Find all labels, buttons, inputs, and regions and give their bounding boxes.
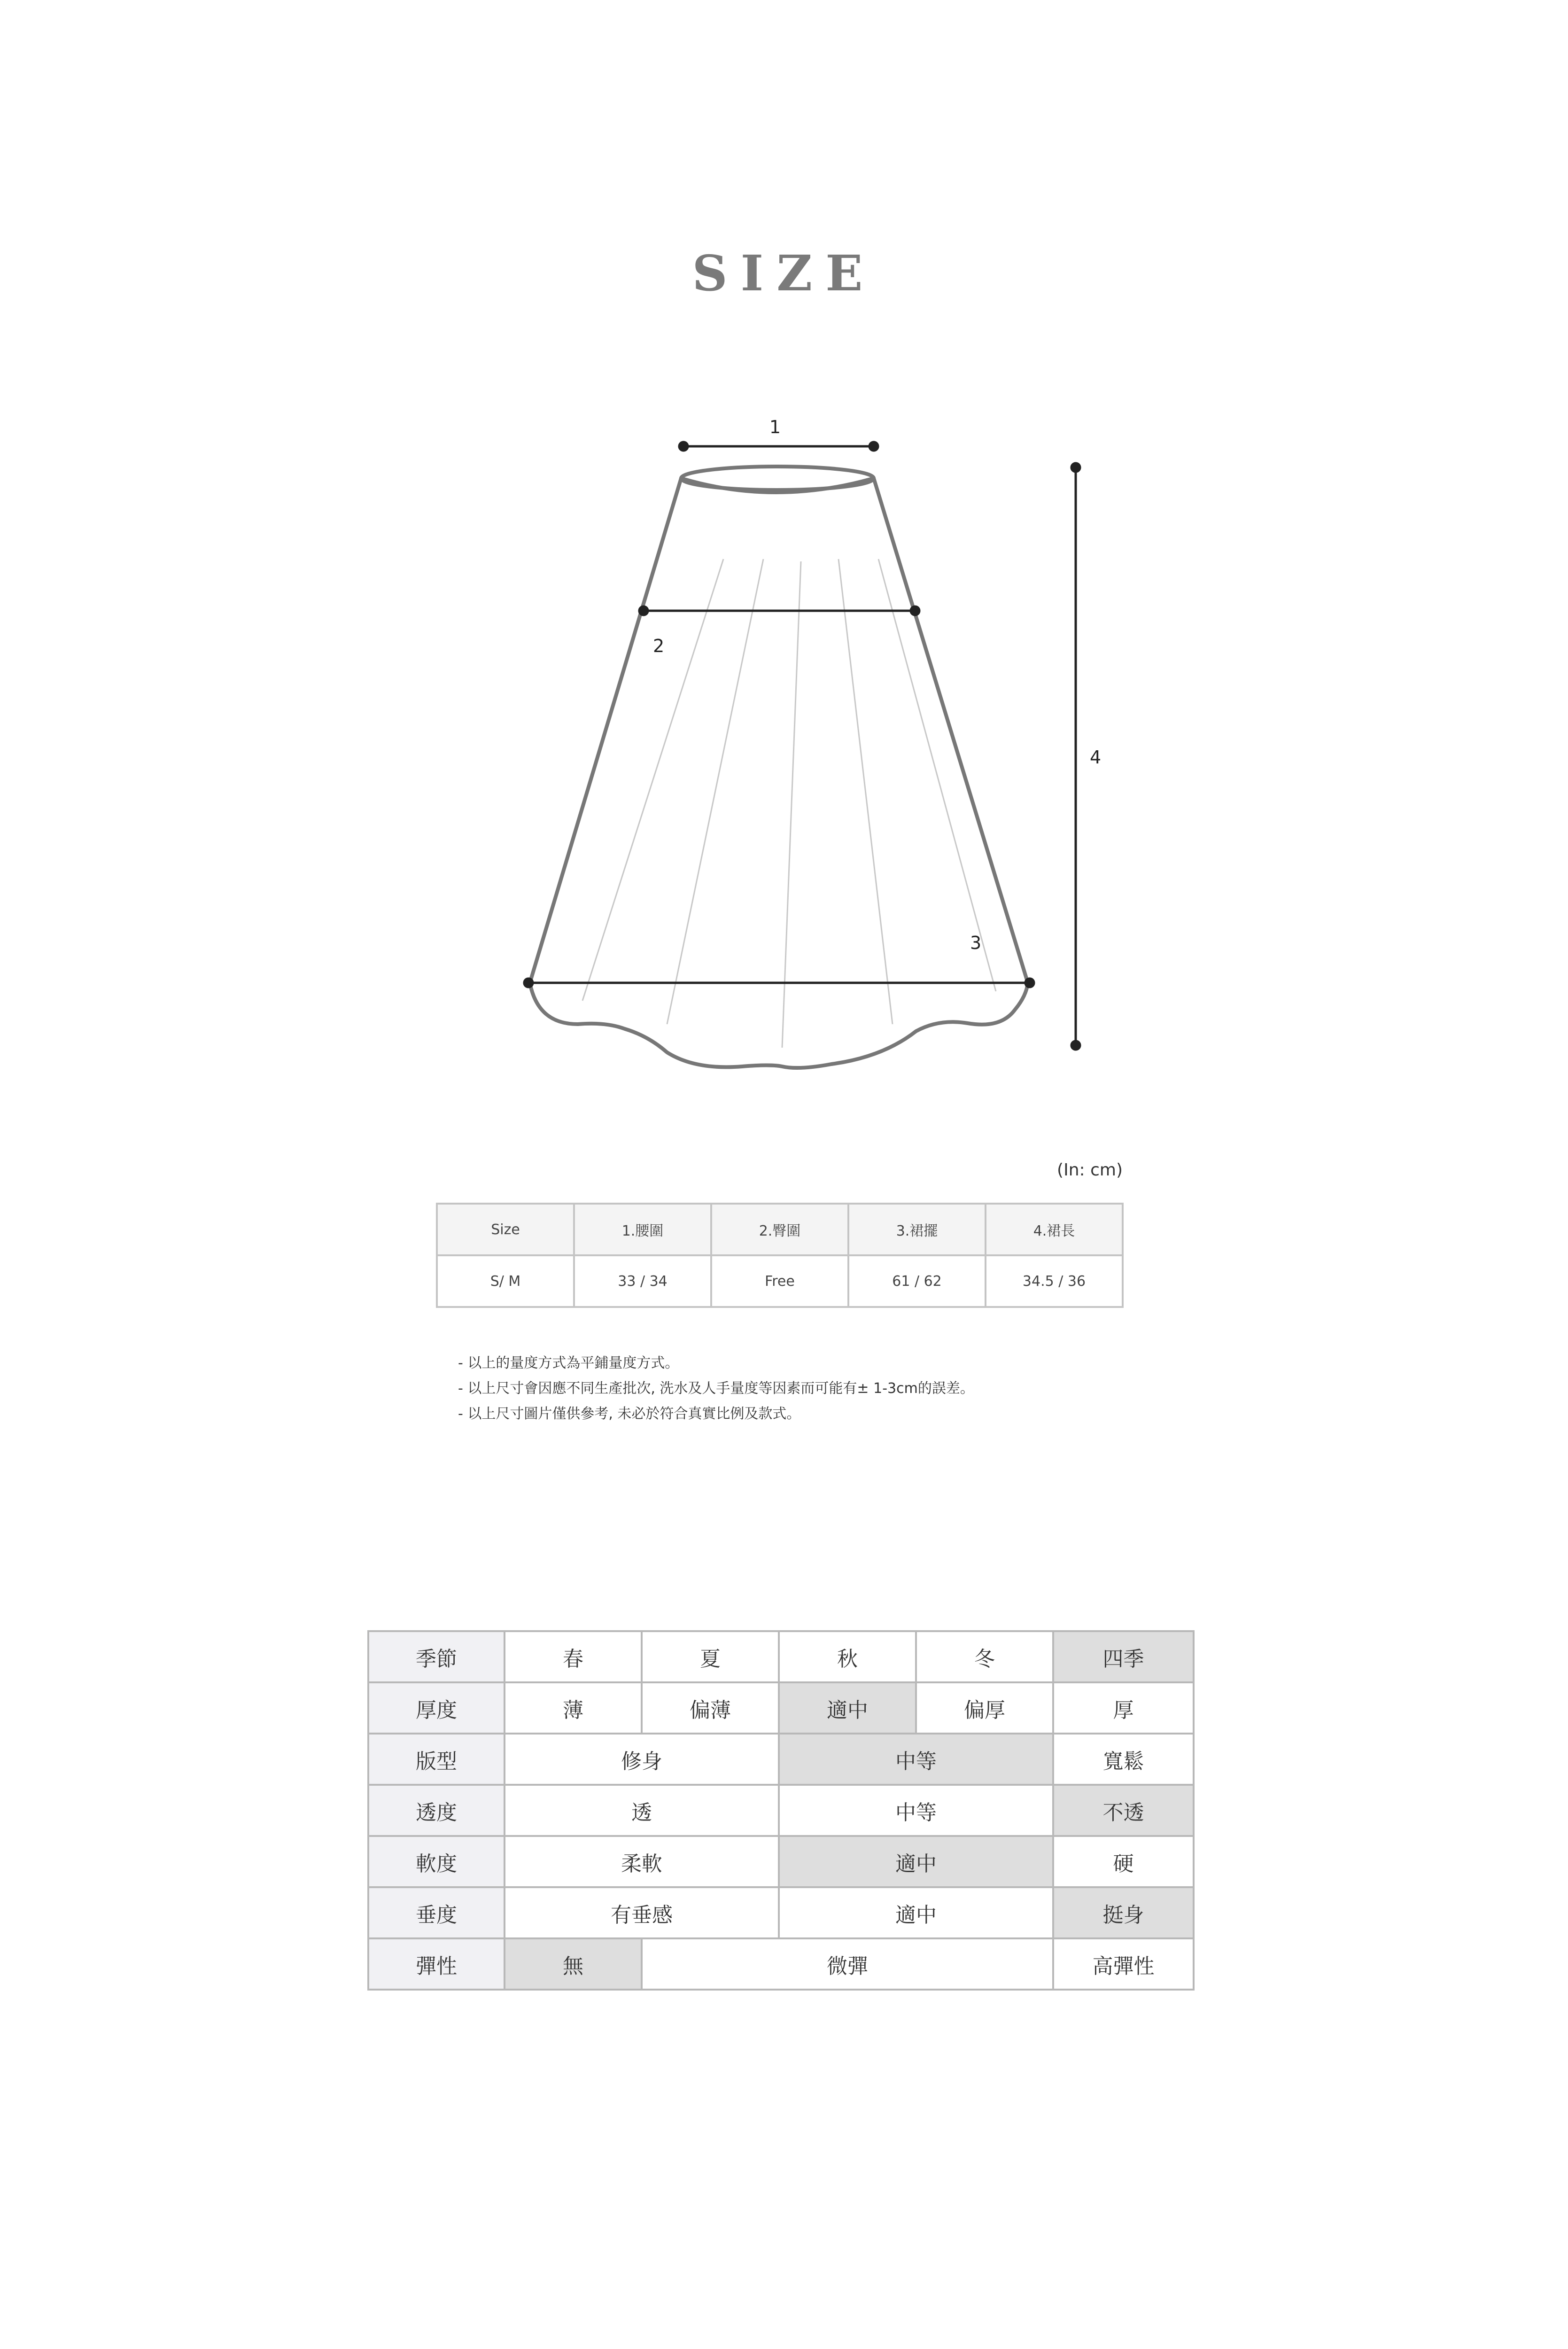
attr-option: 有垂感 [505, 1887, 779, 1938]
attr-option-selected: 適中 [779, 1836, 1053, 1887]
attr-row-sheerness [368, 1785, 1194, 1836]
measure-hip [639, 607, 919, 615]
attr-option: 偏薄 [642, 1682, 779, 1734]
table-cell: 33 / 34 [574, 1255, 711, 1307]
unit-note: (In: cm) [1057, 1160, 1123, 1180]
attr-option: 寬鬆 [1053, 1734, 1194, 1785]
attr-row-elasticity [368, 1938, 1194, 1990]
note-line: - 以上的量度方式為平鋪量度方式。 [458, 1355, 679, 1371]
attr-option: 硬 [1053, 1836, 1194, 1887]
attr-option: 適中 [779, 1887, 1053, 1938]
table-cell: 61 / 62 [848, 1255, 986, 1307]
attr-label: 厚度 [368, 1682, 505, 1734]
attr-label: 透度 [368, 1785, 505, 1836]
measure-length [1071, 463, 1080, 1050]
attr-option: 透 [505, 1785, 779, 1836]
attr-option: 柔軟 [505, 1836, 779, 1887]
measure-hem [524, 979, 1034, 987]
pleat-lines [582, 559, 996, 1048]
header-cell: 1.腰圍 [574, 1204, 711, 1255]
label-2: 2 [653, 636, 665, 656]
table-cell: Free [711, 1255, 848, 1307]
attr-label: 彈性 [368, 1938, 505, 1990]
attr-row-thickness [368, 1682, 1194, 1734]
skirt-measurement-diagram [0, 0, 1568, 1128]
label-4: 4 [1090, 747, 1102, 768]
attr-option-selected: 不透 [1053, 1785, 1194, 1836]
attr-option: 中等 [779, 1785, 1053, 1836]
attr-row-fit [368, 1734, 1194, 1785]
size-table [436, 1203, 1124, 1308]
header-cell: 2.臀圍 [711, 1204, 848, 1255]
attr-option: 微彈 [642, 1938, 1053, 1990]
fabric-attributes-table [367, 1630, 1195, 1991]
header-cell: Size [437, 1204, 574, 1255]
attr-option-selected: 適中 [779, 1682, 916, 1734]
label-1: 1 [769, 417, 781, 437]
table-header-row [437, 1204, 1123, 1255]
table-row [437, 1255, 1123, 1307]
note-line: - 以上尺寸圖片僅供參考, 未必於符合真實比例及款式。 [458, 1406, 801, 1422]
attr-option-selected: 中等 [779, 1734, 1053, 1785]
attr-option: 冬 [916, 1631, 1053, 1682]
attr-option: 修身 [505, 1734, 779, 1785]
header-cell: 3.裙擺 [848, 1204, 986, 1255]
table-cell: S/ M [437, 1255, 574, 1307]
attr-option: 高彈性 [1053, 1938, 1194, 1990]
note-line: - 以上尺寸會因應不同生產批次, 洗水及人手量度等因素而可能有± 1-3cm的誤差。 [458, 1380, 974, 1397]
header-cell: 4.裙長 [986, 1204, 1123, 1255]
attr-option-selected: 無 [505, 1938, 642, 1990]
attr-label: 版型 [368, 1734, 505, 1785]
attr-option-selected: 挺身 [1053, 1887, 1194, 1938]
measure-waist [679, 442, 878, 451]
attr-option-selected: 四季 [1053, 1631, 1194, 1682]
label-3: 3 [970, 933, 982, 953]
attr-label: 垂度 [368, 1887, 505, 1938]
measurement-notes [458, 1351, 974, 1427]
attr-option: 夏 [642, 1631, 779, 1682]
table-cell: 34.5 / 36 [986, 1255, 1123, 1307]
attr-option: 春 [505, 1631, 642, 1682]
attr-label: 季節 [368, 1631, 505, 1682]
attr-row-season [368, 1631, 1194, 1682]
attr-option: 偏厚 [916, 1682, 1053, 1734]
page-title: SIZE [692, 244, 876, 302]
attr-row-softness [368, 1836, 1194, 1887]
attr-option: 薄 [505, 1682, 642, 1734]
attr-option: 厚 [1053, 1682, 1194, 1734]
attr-option: 秋 [779, 1631, 916, 1682]
attr-label: 軟度 [368, 1836, 505, 1887]
skirt-outline [530, 467, 1028, 1068]
attr-row-drape [368, 1887, 1194, 1938]
